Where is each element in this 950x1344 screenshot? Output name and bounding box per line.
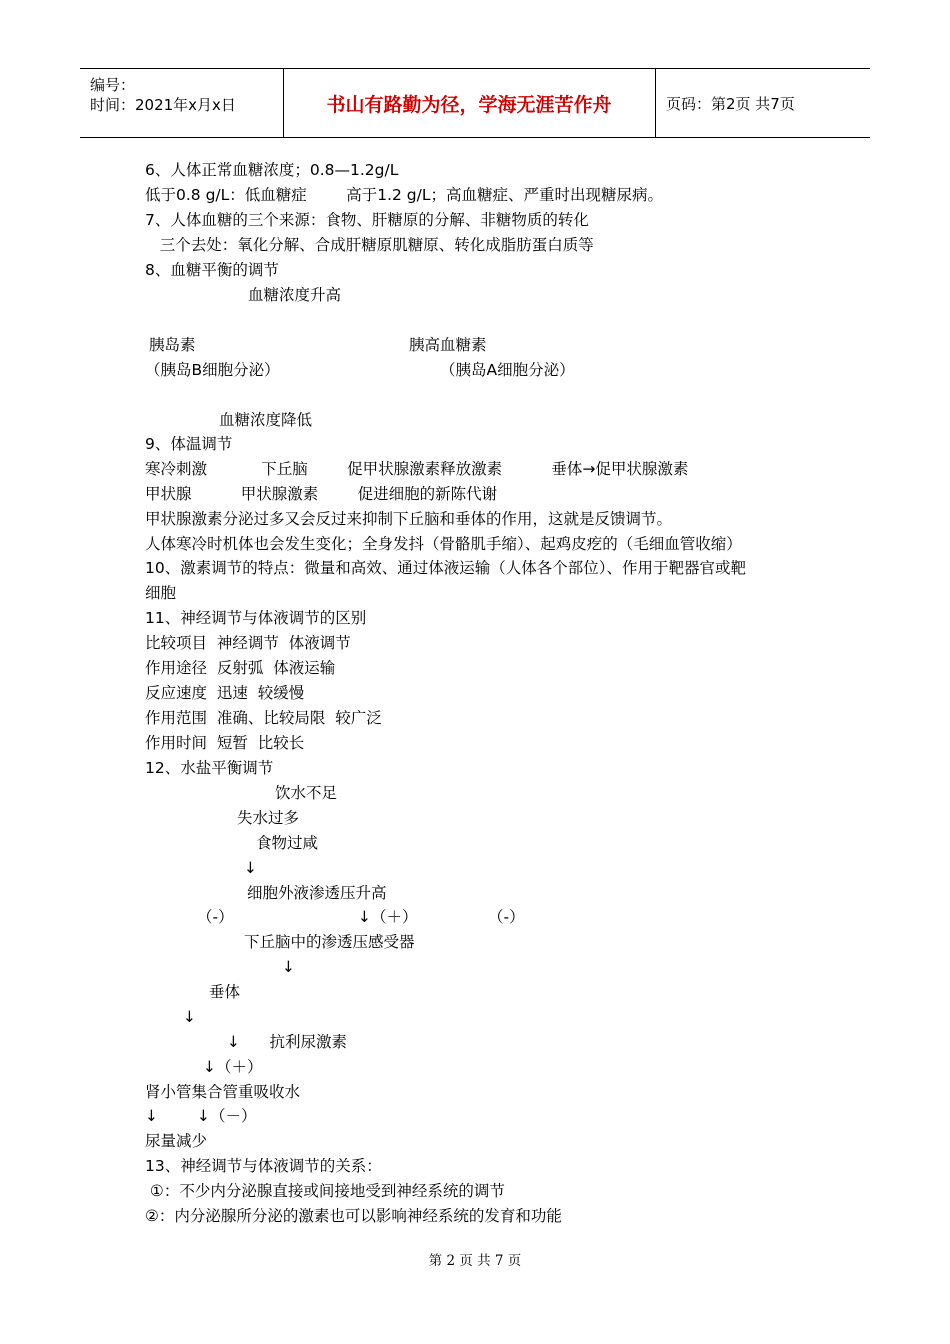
header-divider bbox=[655, 69, 656, 137]
diagram-arrow: ↓ bbox=[244, 859, 257, 877]
diagram-label: 垂体 bbox=[209, 983, 241, 1001]
text-line: 10、激素调节的特点：微量和高效、通过体液运输（人体各个部位）、作用于靶器官或靶 bbox=[145, 559, 746, 577]
text-line: 寒冷刺激 下丘脑 促甲状腺激素释放激素 垂体→促甲状腺激素 bbox=[145, 460, 689, 478]
diagram-label: 胰岛素 bbox=[149, 336, 196, 354]
text-line: 低于0.8 g/L：低血糖症 高于1.2 g/L；高血糖症、严重时出现糖尿病。 bbox=[145, 186, 663, 204]
table-row: 比较项目 神经调节 体液调节 bbox=[145, 634, 351, 652]
diagram-label: 饮水不足 bbox=[275, 784, 338, 802]
diagram-label: （胰岛B细胞分泌） bbox=[145, 361, 280, 379]
diagram-label: 失水过多 bbox=[237, 809, 300, 827]
page-header bbox=[80, 68, 870, 138]
text-line: 人体寒冷时机体也会发生变化；全身发抖（骨骼肌手缩）、起鸡皮疙的（毛细血管收缩） bbox=[145, 535, 742, 553]
diagram-label: ↓（＋） bbox=[203, 1058, 263, 1076]
number-label: 编号： bbox=[90, 76, 136, 94]
text-line: 13、神经调节与体液调节的关系： bbox=[145, 1157, 382, 1175]
text-line: 11、神经调节与体液调节的区别 bbox=[145, 609, 367, 627]
diagram-label: （-） bbox=[488, 908, 525, 926]
diagram-label: （-） bbox=[197, 908, 234, 926]
diagram-arrow: ↓ bbox=[282, 958, 295, 976]
text-line: 12、水盐平衡调节 bbox=[145, 759, 274, 777]
table-row: 作用途径 反射弧 体液运输 bbox=[145, 659, 336, 677]
page-footer: 第 2 页 共 7 页 bbox=[428, 1253, 522, 1269]
table-row: 作用范围 准确、比较局限 较广泛 bbox=[145, 709, 382, 727]
table-row: 作用时间 短暂 比较长 bbox=[145, 734, 305, 752]
diagram-label: 血糖浓度降低 bbox=[219, 411, 313, 429]
text-line: ②：内分泌腺所分泌的激素也可以影响神经系统的发育和功能 bbox=[145, 1207, 562, 1225]
diagram-label: ↓ 抗利尿激素 bbox=[227, 1033, 348, 1051]
text-line: 甲状腺 甲状腺激素 促进细胞的新陈代谢 bbox=[145, 485, 498, 503]
text-line: 7、人体血糖的三个来源：食物、肝糖原的分解、非糖物质的转化 bbox=[145, 211, 589, 229]
diagram-label: 胰高血糖素 bbox=[409, 336, 487, 354]
text-line: ①：不少内分泌腺直接或间接地受到神经系统的调节 bbox=[145, 1182, 505, 1200]
diagram-arrow: ↓ bbox=[145, 1107, 158, 1125]
text-line: 甲状腺激素分泌过多又会反过来抑制下丘脑和垂体的作用，这就是反馈调节。 bbox=[145, 510, 673, 528]
text-line: 8、血糖平衡的调节 bbox=[145, 261, 279, 279]
time-label: 时间：2021年x月x日 bbox=[90, 96, 236, 114]
text-line: 6、人体正常血糖浓度；0.8—1.2g/L bbox=[145, 161, 399, 179]
diagram-label: 肾小管集合管重吸收水 bbox=[145, 1083, 301, 1101]
diagram-label: 食物过咸 bbox=[256, 834, 319, 852]
diagram-label: ↓（＋） bbox=[358, 908, 418, 926]
text-line: 三个去处：氧化分解、合成肝糖原肌糖原、转化成脂肪蛋白质等 bbox=[145, 236, 594, 254]
diagram-label: （胰岛A细胞分泌） bbox=[440, 361, 575, 379]
header-info bbox=[90, 75, 236, 115]
diagram-arrow: ↓ bbox=[183, 1008, 196, 1026]
header-motto: 书山有路勤为径，学海无涯苦作舟 bbox=[326, 93, 612, 116]
diagram-label: 细胞外液渗透压升高 bbox=[247, 884, 387, 902]
text-line: 9、体温调节 bbox=[145, 435, 233, 453]
page-code: 页码：第2页 共7页 bbox=[666, 95, 795, 113]
diagram-label: 血糖浓度升高 bbox=[248, 286, 342, 304]
text-line: 细胞 bbox=[145, 584, 177, 602]
table-row: 反应速度 迅速 较缓慢 bbox=[145, 684, 305, 702]
diagram-label: 尿量减少 bbox=[145, 1132, 208, 1150]
diagram-label: ↓（－） bbox=[197, 1107, 257, 1125]
diagram-label: 下丘脑中的渗透压感受器 bbox=[244, 933, 415, 951]
